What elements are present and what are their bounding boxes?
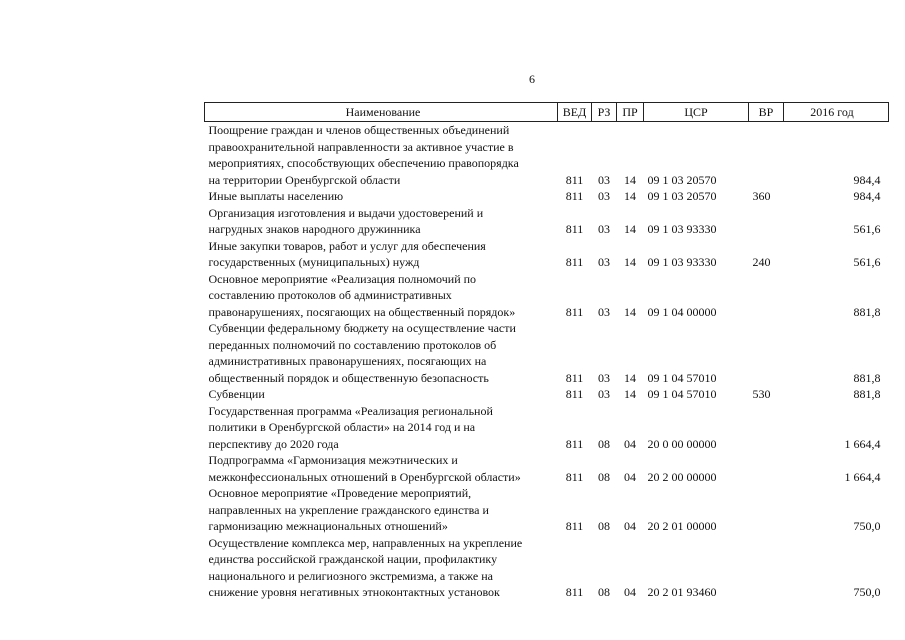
row-name <box>205 188 558 205</box>
row-rz: 03 <box>598 189 610 203</box>
row-csr: 20 0 00 00000 <box>647 436 717 451</box>
row-amount: 881,8 <box>853 387 881 401</box>
row-amount: 984,4 <box>853 172 881 187</box>
header-year: 2016 год <box>784 103 889 122</box>
row-name-line: Субвенции федеральному бюджету на осуществление части <box>208 321 516 335</box>
row-vr <box>749 320 784 386</box>
row-vr <box>749 205 784 238</box>
header-name: Наименование <box>205 103 558 122</box>
row-csr: 09 1 04 57010 <box>647 387 717 401</box>
row-amount: 984,4 <box>853 189 881 203</box>
row-vr: 360 <box>752 189 771 203</box>
row-name-line: единства российской гражданской нации, профилактику <box>208 552 498 566</box>
row-name <box>205 271 558 321</box>
row-name-line: национального и религиозного экстремизма, а также на <box>208 568 493 583</box>
row-rz: 08 <box>598 585 610 599</box>
row-name-line: Субвенции <box>208 387 265 401</box>
table-row <box>205 386 889 403</box>
row-csr: 09 1 03 20570 <box>647 189 717 203</box>
row-ved: 811 <box>565 370 584 385</box>
row-pr: 14 <box>624 172 636 187</box>
row-name-line: мероприятиях, способствующих обеспечению правопорядка <box>208 156 519 170</box>
row-ved: 811 <box>565 222 584 236</box>
row-csr: 09 1 03 93330 <box>647 222 717 236</box>
row-vr: 240 <box>752 255 771 269</box>
row-rz: 03 <box>598 387 610 401</box>
row-name <box>205 485 558 535</box>
table-row <box>205 320 889 386</box>
row-rz: 03 <box>598 370 610 385</box>
table-row <box>205 122 889 189</box>
row-name-line: снижение уровня негативных этноконтактных установок <box>208 585 500 599</box>
row-name-line: общественный порядок и общественную безопасность <box>208 370 489 385</box>
row-name-line: нагрудных знаков народного дружинника <box>208 222 421 236</box>
row-rz: 08 <box>598 469 610 484</box>
row-name-line: Организация изготовления и выдачи удостоверений и <box>208 205 484 220</box>
row-pr: 14 <box>624 370 636 385</box>
row-pr: 14 <box>624 255 636 269</box>
row-ved: 811 <box>565 172 584 187</box>
row-name <box>205 386 558 403</box>
row-vr <box>749 452 784 485</box>
header-rz: РЗ <box>592 103 617 122</box>
row-amount: 561,6 <box>853 255 881 269</box>
row-rz: 08 <box>598 519 610 533</box>
row-name-line: гармонизацию межнациональных отношений» <box>208 519 448 533</box>
table-row <box>205 188 889 205</box>
row-name <box>205 403 558 453</box>
row-name-line: правонарушениях, посягающих на общественный порядок» <box>208 304 516 319</box>
row-name <box>205 205 558 238</box>
row-csr: 20 2 01 00000 <box>647 519 717 533</box>
header-csr: ЦСР <box>644 103 749 122</box>
row-pr: 04 <box>624 436 636 451</box>
row-ved: 811 <box>565 304 584 319</box>
row-ved: 811 <box>565 189 584 203</box>
row-name-line: межконфессиональных отношений в Оренбургской области» <box>208 469 521 484</box>
row-ved: 811 <box>565 387 584 401</box>
table-row <box>205 205 889 238</box>
row-vr <box>749 535 784 601</box>
table-body <box>205 122 889 601</box>
row-csr: 09 1 03 20570 <box>647 172 717 187</box>
row-ved: 811 <box>565 469 584 484</box>
row-name-line: правоохранительной направленности за активное участие в <box>208 139 514 154</box>
row-name-line: на территории Оренбургской области <box>208 172 401 187</box>
table-row <box>205 403 889 453</box>
row-pr: 14 <box>624 304 636 319</box>
row-name <box>205 320 558 386</box>
row-name-line: перспективу до 2020 года <box>208 436 339 451</box>
row-rz: 03 <box>598 304 610 319</box>
row-pr: 04 <box>624 519 636 533</box>
row-name-line: направленных на укрепление гражданского единства и <box>208 502 489 517</box>
row-pr: 14 <box>624 189 636 203</box>
row-name-line: Поощрение граждан и членов общественных объединений <box>208 123 510 137</box>
row-name <box>205 535 558 601</box>
row-vr <box>749 122 784 189</box>
row-name-line: Иные выплаты населению <box>208 189 344 203</box>
row-csr: 20 2 00 00000 <box>647 469 717 484</box>
row-name-line: административных правонарушениях, посягающих на <box>208 354 487 368</box>
row-rz: 03 <box>598 172 610 187</box>
row-name <box>205 122 558 189</box>
row-amount: 561,6 <box>853 222 881 236</box>
row-rz: 03 <box>598 222 610 236</box>
header-pr: ПР <box>617 103 644 122</box>
table-row <box>205 238 889 271</box>
row-amount: 750,0 <box>853 585 881 599</box>
row-vr <box>749 271 784 321</box>
table-row <box>205 485 889 535</box>
row-amount: 881,8 <box>853 304 881 319</box>
budget-table <box>204 102 889 601</box>
row-name-line: государственных (муниципальных) нужд <box>208 255 420 269</box>
row-name-line: Подпрограмма «Гармонизация межэтнических и <box>208 453 458 467</box>
row-pr: 14 <box>624 387 636 401</box>
row-ved: 811 <box>565 436 584 451</box>
row-amount: 750,0 <box>853 519 881 533</box>
row-rz: 03 <box>598 255 610 269</box>
row-ved: 811 <box>565 519 584 533</box>
row-pr: 14 <box>624 222 636 236</box>
header-ved: ВЕД <box>558 103 592 122</box>
row-csr: 20 2 01 93460 <box>647 585 717 599</box>
row-name <box>205 452 558 485</box>
header-vr: ВР <box>749 103 784 122</box>
row-name-line: Государственная программа «Реализация региональной <box>208 403 493 418</box>
row-pr: 04 <box>624 585 636 599</box>
row-ved: 811 <box>565 255 584 269</box>
row-name-line: политики в Оренбургской области» на 2014 год и на <box>208 420 476 434</box>
row-pr: 04 <box>624 469 636 484</box>
row-name-line: Основное мероприятие «Реализация полномочий по <box>208 271 477 286</box>
row-amount: 1 664,4 <box>844 469 881 484</box>
row-name-line: Осуществление комплекса мер, направленных на укрепление <box>208 535 523 550</box>
table-row <box>205 535 889 601</box>
page-number: 6 <box>529 72 535 86</box>
row-amount: 881,8 <box>853 370 881 385</box>
row-ved: 811 <box>565 585 584 599</box>
row-name-line: составлению протоколов об административных <box>208 288 452 302</box>
row-name-line: Иные закупки товаров, работ и услуг для обеспечения <box>208 238 486 253</box>
row-name-line: Основное мероприятие «Проведение мероприятий, <box>208 486 472 500</box>
row-amount: 1 664,4 <box>844 436 881 451</box>
table-row <box>205 452 889 485</box>
table-row <box>205 271 889 321</box>
row-rz: 08 <box>598 436 610 451</box>
row-csr: 09 1 04 00000 <box>647 304 717 319</box>
row-csr: 09 1 04 57010 <box>647 370 717 385</box>
row-name-line: переданных полномочий по составлению протоколов об <box>208 337 497 352</box>
table-header-row <box>205 103 889 122</box>
row-name <box>205 238 558 271</box>
row-vr <box>749 403 784 453</box>
row-vr <box>749 485 784 535</box>
row-csr: 09 1 03 93330 <box>647 255 717 269</box>
row-vr: 530 <box>752 387 771 401</box>
